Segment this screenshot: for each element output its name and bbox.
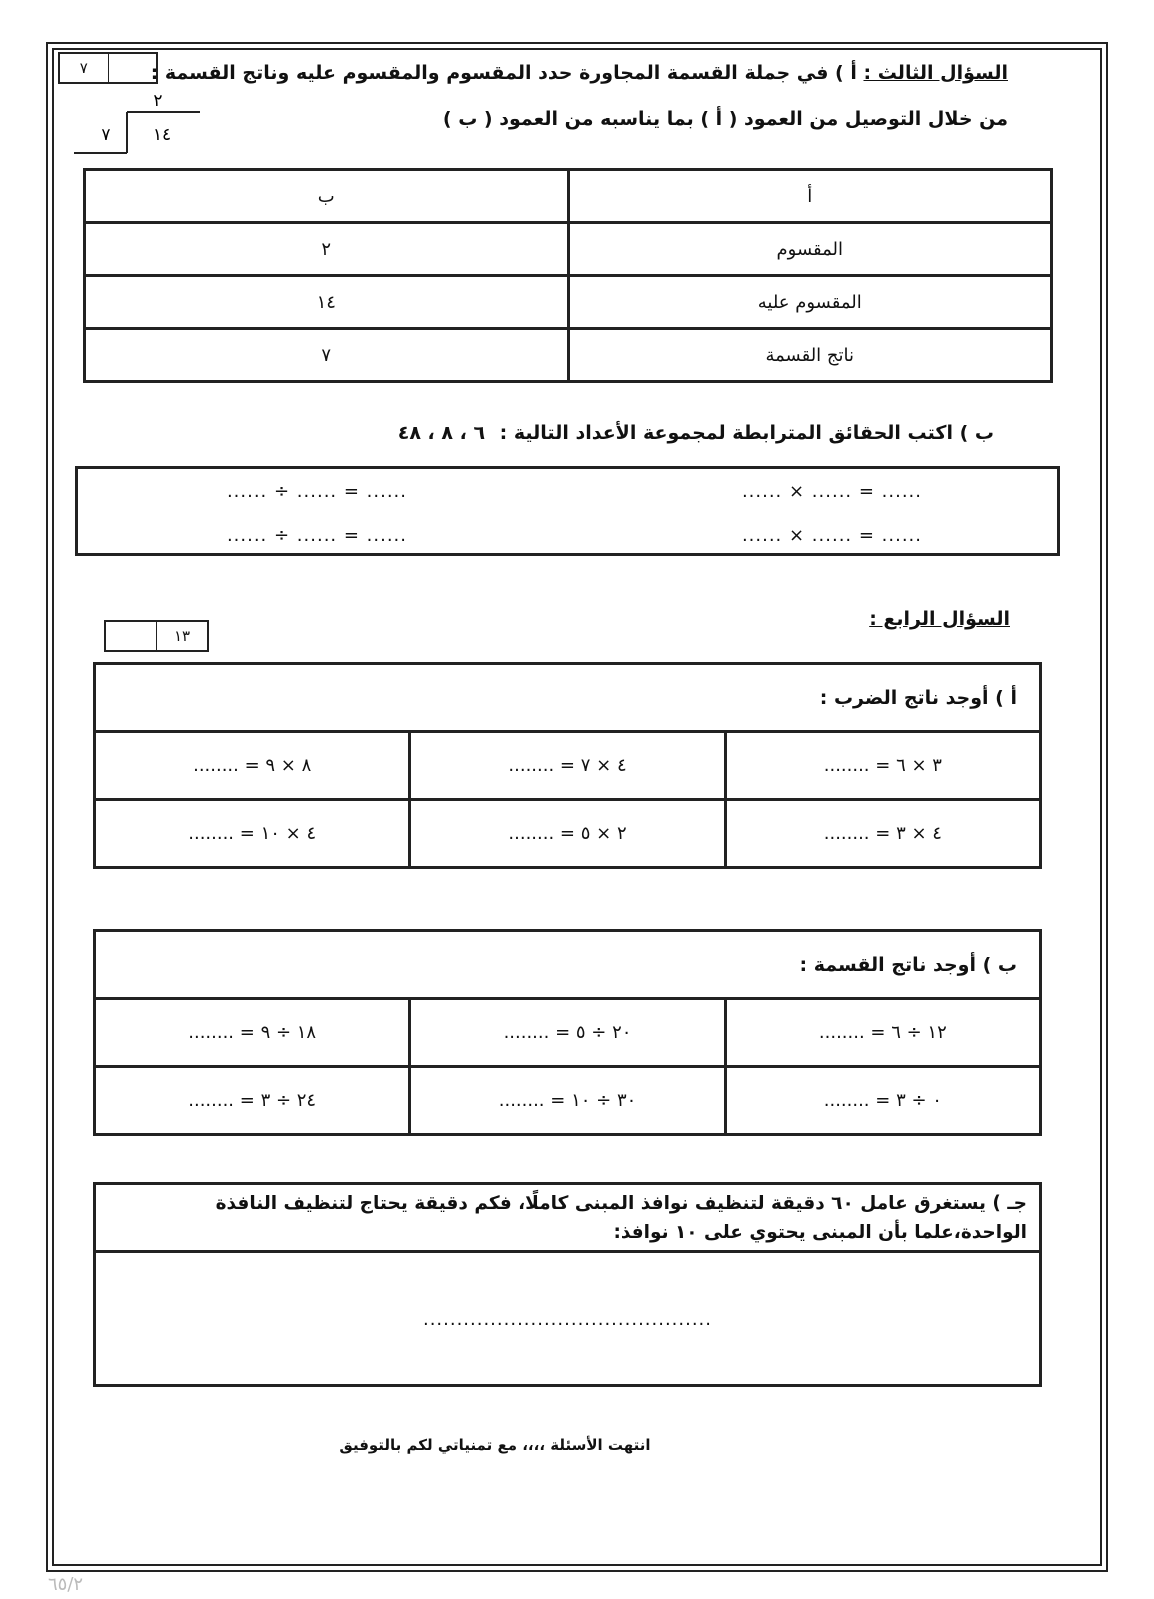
word-problem-question: جـ ) يستغرق عامل ٦٠ دقيقة لتنظيف نوافذ المبنى كاملًا، فكم دقيقة يحتاج لتنظيف النافذة الواحدة،علما بأن المبنى يحتوي على ١٠ نوافذ: <box>96 1185 1039 1253</box>
table-row <box>85 329 1052 382</box>
grid-row <box>96 798 1039 866</box>
division-cell[interactable]: ٢٠ ÷ ٥ = ........ <box>408 1000 723 1065</box>
column-b-cell: ١٤ <box>85 276 569 329</box>
grid-row <box>96 1000 1039 1065</box>
column-b-cell: ٧ <box>85 329 569 382</box>
word-problem-box <box>93 1182 1042 1387</box>
q4-score-earned <box>106 622 156 650</box>
grid-row <box>96 733 1039 798</box>
division-cell[interactable]: ٠ ÷ ٣ = ........ <box>724 1068 1039 1133</box>
matching-table <box>83 168 1053 383</box>
q3-score-box <box>58 52 158 84</box>
q3-part-a-text: أ ) في جملة القسمة المجاورة حدد المقسوم والمقسوم عليه وناتج القسمة : <box>150 62 857 84</box>
q4-score-box <box>104 620 209 652</box>
q3-heading <box>151 62 1008 84</box>
column-b-header: ب <box>85 170 569 223</box>
page-number: ٦٥/٢ <box>48 1574 84 1595</box>
multiplication-grid <box>93 662 1042 869</box>
division-grid <box>93 929 1042 1136</box>
table-row <box>85 223 1052 276</box>
grid-row <box>96 1065 1039 1133</box>
column-a-cell: المقسوم عليه <box>568 276 1052 329</box>
table-row <box>85 276 1052 329</box>
q3-score-total: ٧ <box>79 59 88 77</box>
q3-title: السؤال الثالث : <box>863 62 1008 84</box>
division-cell[interactable]: ٢٤ ÷ ٣ = ........ <box>188 1090 317 1111</box>
q3-part-a-line2: من خلال التوصيل من العمود ( أ ) بما يناسبه من العمود ( ب ) <box>442 108 1008 130</box>
division-divisor: ٧ <box>101 125 111 145</box>
multiplication-cell[interactable]: ٤ × ١٠ = ........ <box>188 823 317 844</box>
multiplication-cell[interactable]: ٣ × ٦ = ........ <box>724 733 1039 798</box>
division-quotient: ٢ <box>153 91 163 111</box>
column-a-cell: ناتج القسمة <box>568 329 1052 382</box>
fact-multiplication-1[interactable]: ...... × ...... = ...... <box>741 481 922 502</box>
fact-division-1[interactable]: ...... ÷ ...... = ...... <box>226 481 407 502</box>
division-heading: ب ) أوجد ناتج القسمة : <box>96 932 1039 1000</box>
fact-division-2[interactable]: ...... ÷ ...... = ...... <box>226 525 407 546</box>
multiplication-cell[interactable]: ٤ × ٧ = ........ <box>408 733 723 798</box>
long-division-figure <box>70 86 205 158</box>
table-header-row <box>85 170 1052 223</box>
q3-part-b-numbers: ٦ ، ٨ ، ٤٨ <box>397 422 486 444</box>
q4-title: السؤال الرابع : <box>869 608 1010 630</box>
division-dividend: ١٤ <box>152 125 172 145</box>
q3-part-b-text: ب ) اكتب الحقائق المترابطة لمجموعة الأعداد التالية : <box>499 422 994 444</box>
multiplication-cell[interactable]: ٢ × ٥ = ........ <box>408 801 723 866</box>
related-facts-box <box>75 466 1060 556</box>
q4-score-total: ١٣ <box>156 622 207 650</box>
multiplication-cell[interactable]: ٨ × ٩ = ........ <box>193 755 312 776</box>
division-cell[interactable]: ١٨ ÷ ٩ = ........ <box>188 1022 317 1043</box>
multiplication-heading: أ ) أوجد ناتج الضرب : <box>96 665 1039 733</box>
word-problem-answer-line[interactable]: ........................................... <box>422 1309 713 1330</box>
multiplication-cell[interactable]: ٤ × ٣ = ........ <box>724 801 1039 866</box>
column-a-header: أ <box>568 170 1052 223</box>
column-a-cell: المقسوم <box>568 223 1052 276</box>
division-cell[interactable]: ١٢ ÷ ٦ = ........ <box>724 1000 1039 1065</box>
division-cell[interactable]: ٣٠ ÷ ١٠ = ........ <box>408 1068 723 1133</box>
fact-multiplication-2[interactable]: ...... × ...... = ...... <box>741 525 922 546</box>
q3-score-earned <box>108 54 157 82</box>
closing-note: انتهت الأسئلة ،،،، مع تمنياتي لكم بالتوفيق <box>339 1436 651 1454</box>
column-b-cell: ٢ <box>85 223 569 276</box>
q3-part-b-heading <box>398 422 994 444</box>
